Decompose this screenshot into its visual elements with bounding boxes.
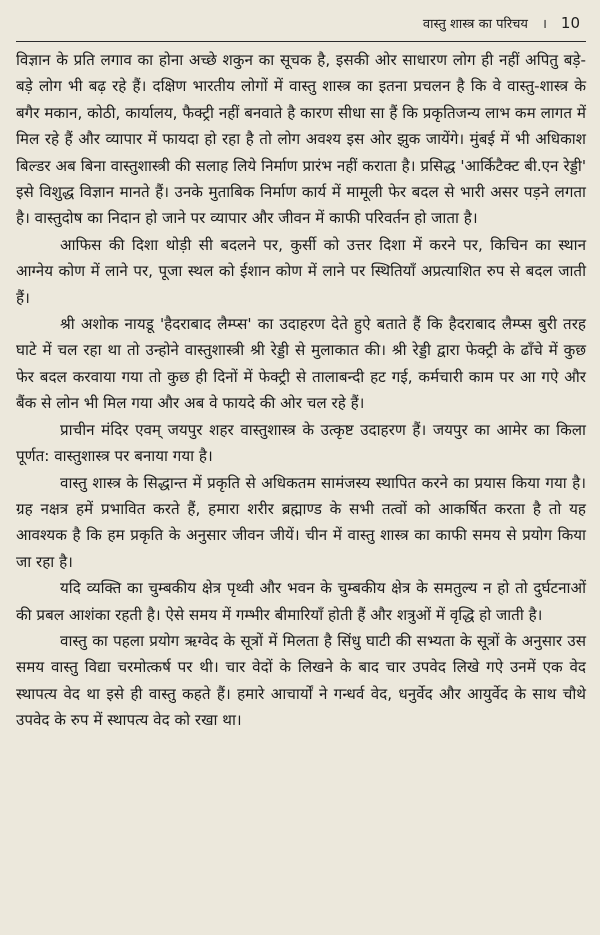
- header-separator: ।: [541, 17, 547, 32]
- paragraph-3: श्री अशोक नायडू 'हैदराबाद लैम्प्स' का उदाहरण देते हुऐ बताते हैं कि हैदराबाद लैम्प्स बुरी तरह घाटे में चल रहा था तो उन्होने वास्तुशास्त्री श्री रेड्डी से मुलाकात की। श्री रेड्डी द्वारा फेक्ट्री के ढाँचे में कुछ फेर बदल करवाया गया तो कुछ ही दिनों में फेक्ट्री से तालाबन्दी हट गई, कर्मचारी काम पर आ गऐ और बैंक से लोन भी मिल गया और अब वे फायदे की ओर चल रहे हैं।: [16, 315, 586, 413]
- running-title: वास्तु शास्त्र का परिचय: [422, 17, 528, 32]
- header-rule: [16, 41, 586, 42]
- running-header: [16, 0, 586, 42]
- paragraph-5: वास्तु शास्त्र के सिद्धान्त में प्रकृति से अधिकतम सामंजस्य स्थापित करने का प्रयास किया गया है। ग्रह नक्षत्र हमें प्रभावित करते हैं, हमारा शरीर ब्रह्माण्ड के सभी तत्वों को आकर्षित करता है तो यह आवश्यक है कि हम प्रकृति के अनुसार जीवन जीयें। चीन में वास्तु शास्त्र का काफी समय से प्रयोग किया जा रहा है।: [16, 473, 586, 571]
- paragraph-1: विज्ञान के प्रति लगाव का होना अच्छे शकुन का सूचक है, इसकी ओर साधारण लोग ही नहीं अपितु बड़े-बड़े लोग भी बढ़ रहे हैं। दक्षिण भारतीय लोगों में वास्तु शास्त्र का इतना प्रचलन है कि वे वास्तु-शास्त्र के बगैर मकान, कोठी, कार्यालय, फैक्ट्री नहीं बनवाते है कारण सीधा सा हैं कि प्रकृतिजन्य लाभ कम लागत में मिल रहे हैं और व्यापार में फायदा हो रहा है तो लोग अवश्य इस ओर झुक जायेंगे। मुंबई में भी अधिकाश बिल्डर अब बिना वास्तुशास्त्री की सलाह लिये निर्माण प्रारंभ नहीं कराता है। प्रसिद्ध 'आर्किटैक्ट बी.एन रेड्डी' इसे विशुद्ध विज्ञान मानते हैं। उनके मुताबिक निर्माण कार्य में मामूली फेर बदल से भारी असर पड़ने लगता है। वास्तुदोष का निदान हो जाने पर व्यापार और जीवन में काफी परिवर्तन हो जाता है।: [16, 51, 586, 228]
- paragraph-4: प्राचीन मंदिर एवम् जयपुर शहर वास्तुशास्त्र के उत्कृष्ट उदाहरण हैं। जयपुर का आमेर का किला पूर्णत: वास्तुशास्त्र पर बनाया गया है।: [16, 420, 586, 466]
- page-number: 10: [560, 14, 580, 32]
- paragraph-6: यदि व्यक्ति का चुम्बकीय क्षेत्र पृथ्वी और भवन के चुम्बकीय क्षेत्र के समतुल्य न हो तो दुर्घटनाओं की प्रबल आशंका रहती है। ऐसे समय में गम्भीर बीमारियाँ होती हैं और शत्रुओं में वृद्धि हो जाती है।: [16, 579, 586, 624]
- paragraph-2: आफिस की दिशा थोड़ी सी बदलने पर, कुर्सी को उत्तर दिशा में करने पर, किचिन का स्थान आग्नेय कोण में लाने पर, पूजा स्थल को ईशान कोण में लाने पर स्थितियाँ अप्रत्याशित रुप से बदल जाती हैं।: [16, 235, 586, 307]
- paragraph-7: वास्तु का पहला प्रयोग ऋग्वेद के सूत्रों में मिलता है सिंधु घाटी की सभ्यता के सूत्रों के अनुसार उस समय वास्तु विद्या चरमोत्कर्ष पर थी। चार वेदों के लिखने के बाद चार उपवेद लिखे गऐ उनमें एक वेद स्थापत्य वेद था इसे ही वास्तु कहते हैं। हमारे आचार्यों ने गन्धर्व वेद, धनुर्वेद और आयुर्वेद के साथ चौथे उपवेद के रुप में स्थापत्य वेद को रखा था।: [16, 631, 586, 730]
- page-body: [16, 42, 586, 734]
